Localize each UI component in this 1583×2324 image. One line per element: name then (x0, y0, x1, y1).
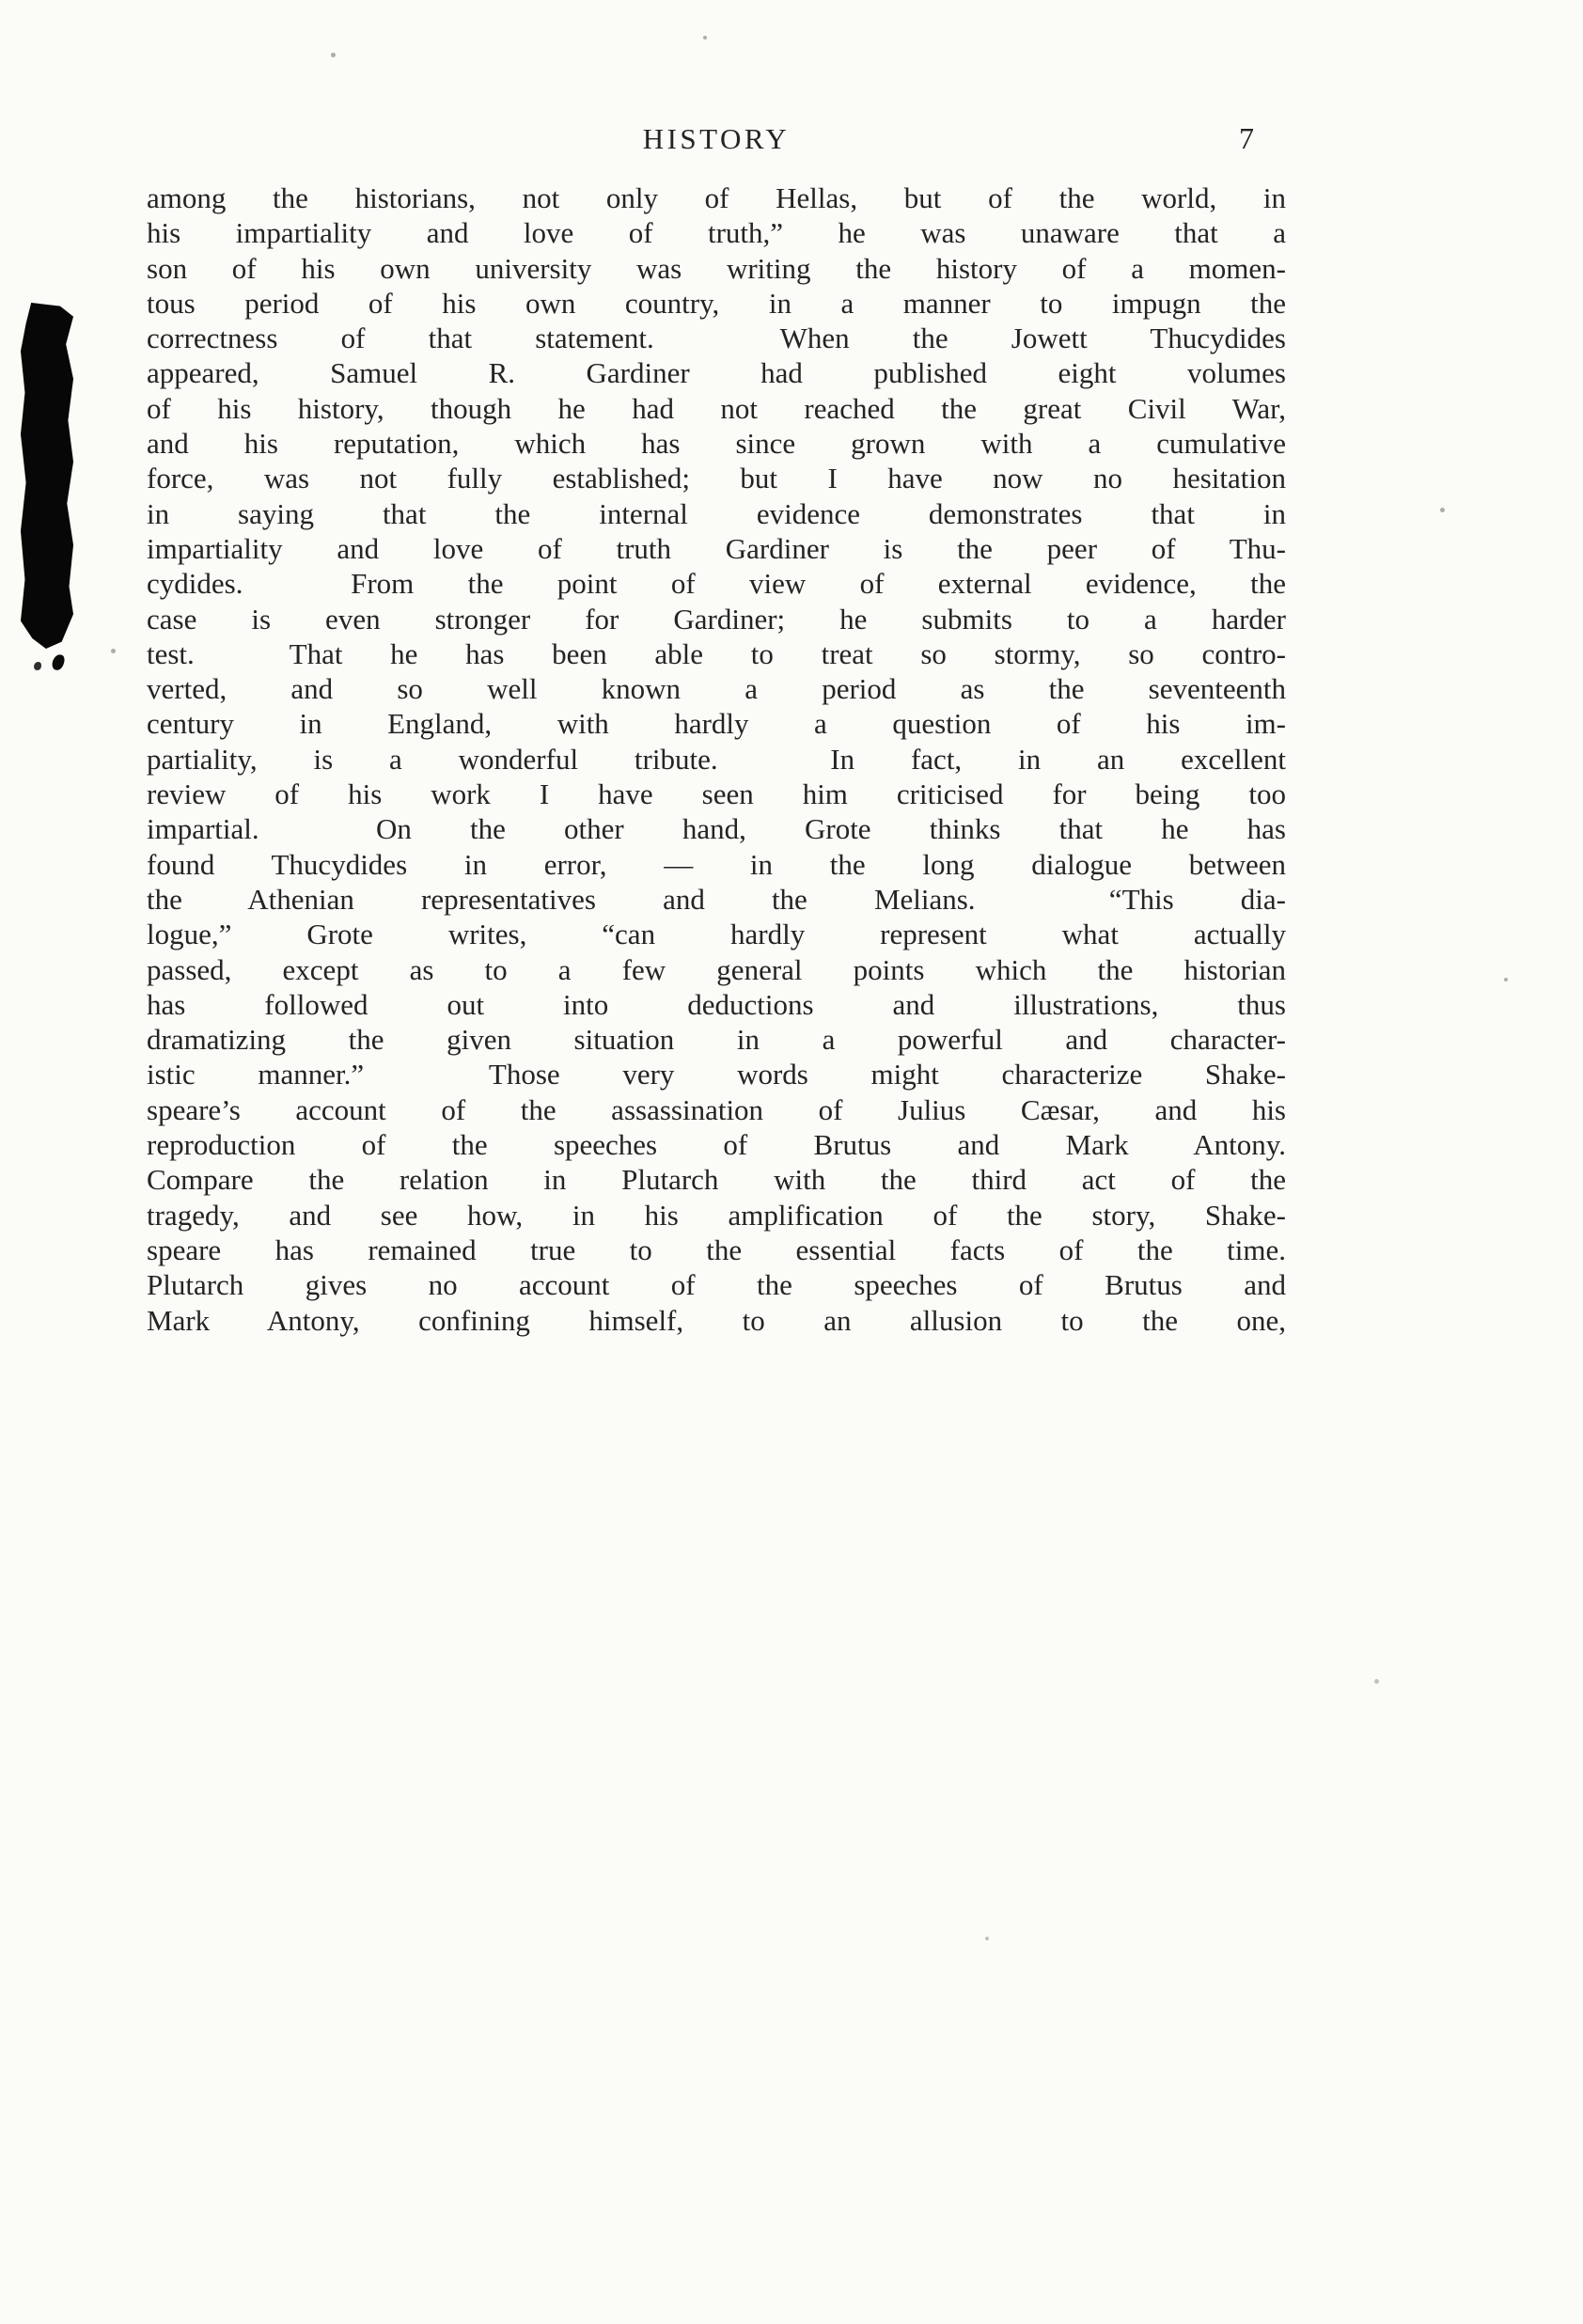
text-line: among the historians, not only of Hellas, but of the world, in (147, 181, 1286, 214)
text-line: found Thucydides in error, — in the long dialogue between (147, 847, 1286, 881)
text-line: partiality, is a wonderful tribute. In fact, in an excellent (147, 742, 1286, 776)
text-line: impartiality and love of truth Gardiner is the peer of Thu- (147, 531, 1286, 565)
text-line: appeared, Samuel R. Gardiner had published eight volumes (147, 356, 1286, 390)
scan-speck (1440, 508, 1445, 512)
text-line: has followed out into deductions and illustrations, thus (147, 987, 1286, 1021)
text-line: cydides. From the point of view of external evidence, the (147, 567, 1286, 601)
page-number: 7 (1239, 121, 1254, 155)
text-line: passed, except as to a few general points which the historian (147, 952, 1286, 986)
text-line: Compare the relation in Plutarch with the third act of the (147, 1163, 1286, 1197)
scan-speck (331, 53, 336, 57)
text-line: century in England, with hardly a question of his im- (147, 707, 1286, 741)
text-line: dramatizing the given situation in a powerful and character- (147, 1023, 1286, 1057)
text-line: force, was not fully established; but I have now no hesitation (147, 462, 1286, 495)
text-line: logue,” Grote writes, “can hardly represent what actually (147, 918, 1286, 951)
text-line: his impartiality and love of truth,” he was unaware that a (147, 216, 1286, 250)
text-line: and his reputation, which has since grown with a cumulative (147, 427, 1286, 461)
page-text (147, 181, 1286, 1338)
text-line: correctness of that statement. When the Jowett Thucydides (147, 322, 1286, 355)
scan-artifact-blob (51, 653, 66, 671)
scan-speck (1374, 1679, 1379, 1684)
text-line: case is even stronger for Gardiner; he submits to a harder (147, 602, 1286, 636)
running-title: HISTORY (642, 122, 791, 155)
text-line: impartial. On the other hand, Grote thinks that he has (147, 812, 1286, 846)
scan-speck (703, 36, 707, 39)
text-line: son of his own university was writing the history of a momen- (147, 251, 1286, 285)
scan-artifact-bar (21, 303, 73, 649)
page-header (147, 122, 1286, 165)
text-line: test. That he has been able to treat so stormy, so contro- (147, 636, 1286, 670)
text-line: speare’s account of the assassination of Julius Cæsar, and his (147, 1092, 1286, 1126)
text-line: Plutarch gives no account of the speeches of Brutus and (147, 1268, 1286, 1302)
text-line: the Athenian representatives and the Melians. “This dia- (147, 882, 1286, 916)
text-line: of his history, though he had not reached the great Civil War, (147, 391, 1286, 425)
scan-artifact-blob (34, 662, 41, 670)
text-line: tous period of his own country, in a manner to impugn the (147, 286, 1286, 320)
text-line: tragedy, and see how, in his amplification of the story, Shake- (147, 1198, 1286, 1232)
text-line: in saying that the internal evidence demonstrates that in (147, 496, 1286, 530)
text-line: reproduction of the speeches of Brutus and Mark Antony. (147, 1128, 1286, 1162)
scan-speck (111, 649, 116, 653)
text-line: Mark Antony, confining himself, to an allusion to the one, (147, 1303, 1286, 1337)
text-line: istic manner.” Those very words might characterize Shake- (147, 1058, 1286, 1091)
text-line: review of his work I have seen him criticised for being too (147, 777, 1286, 811)
scan-speck (1504, 978, 1508, 981)
text-line: verted, and so well known a period as the seventeenth (147, 672, 1286, 706)
text-line: speare has remained true to the essential facts of the time. (147, 1233, 1286, 1266)
scan-speck (985, 1937, 989, 1940)
